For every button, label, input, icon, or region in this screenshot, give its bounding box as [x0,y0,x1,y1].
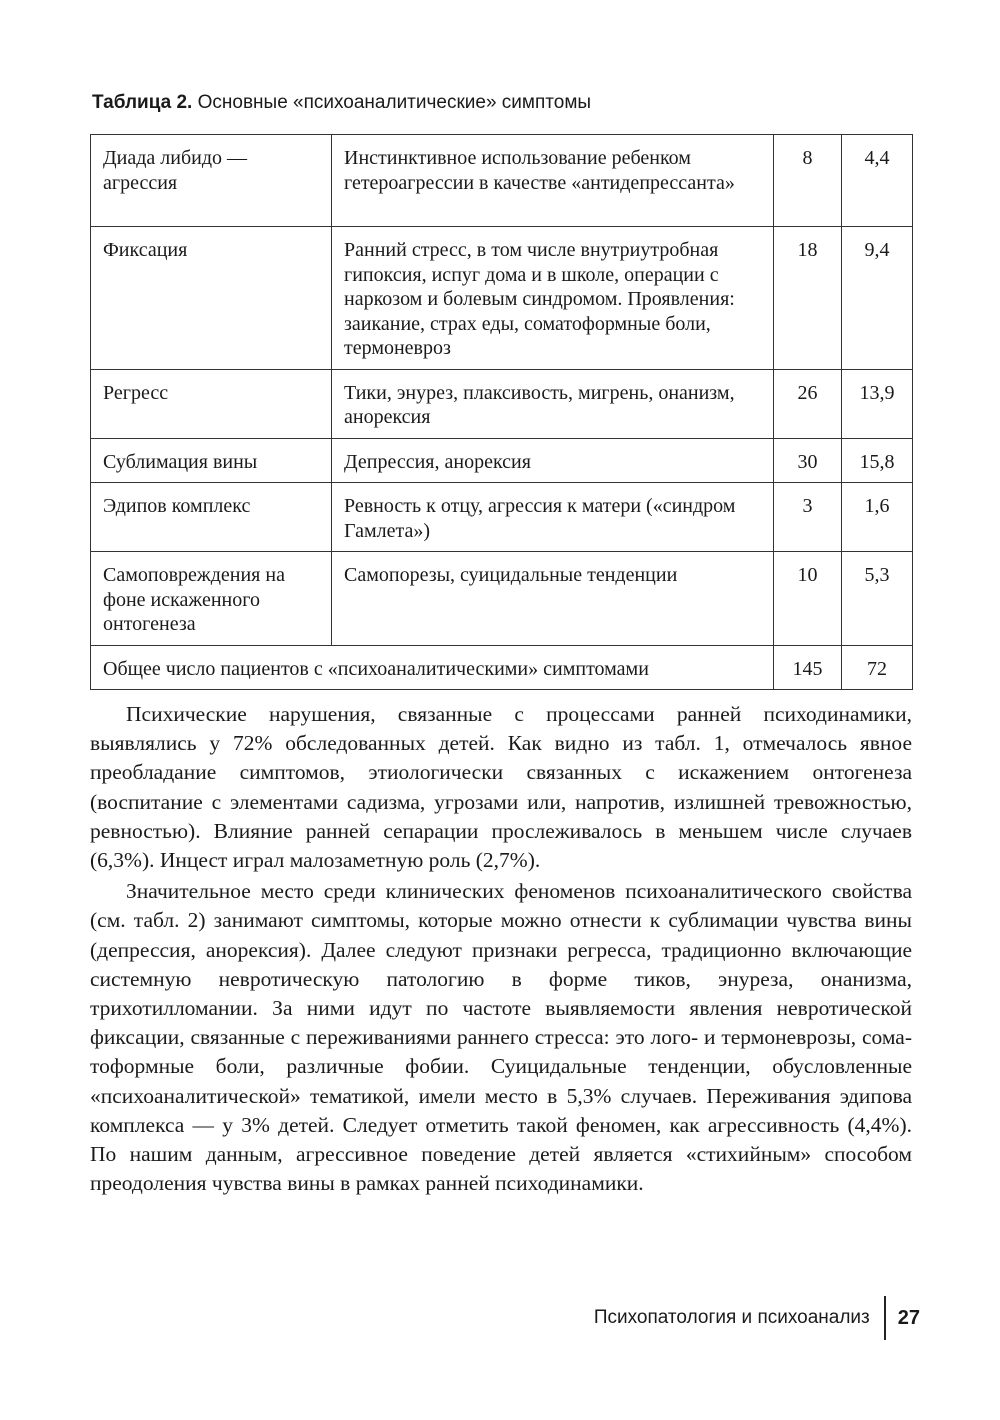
count-cell: 8 [774,135,842,227]
table-row [91,135,913,227]
category-cell: Сублимация вины [91,438,332,483]
symptoms-table [90,134,913,690]
category-cell: Фиксация [91,227,332,370]
total-label-cell: Общее число пациентов с «психоаналитическими» симптомами [91,645,774,690]
footer-divider [884,1296,886,1340]
count-cell: 18 [774,227,842,370]
description-cell: Самопорезы, суицидальные тенденции [332,552,774,646]
percent-cell: 15,8 [842,438,913,483]
count-cell: 26 [774,369,842,438]
table-row [91,369,913,438]
count-cell: 30 [774,438,842,483]
table-row [91,552,913,646]
category-cell: Эдипов комплекс [91,483,332,552]
page-number: 27 [897,1306,920,1329]
percent-cell: 4,4 [842,135,913,227]
table-caption-text: Основные «психоаналитические» симптомы [197,92,592,113]
percent-cell: 9,4 [842,227,913,370]
description-cell: Инстинктивное использование ребенком гетероагрессии в качестве «антидепрессанта» [332,135,774,227]
table-caption [92,90,912,116]
count-cell: 10 [774,552,842,646]
table-total-row [91,645,913,690]
paragraph: Значительное место среди клинических феноменов психоаналитического свойства (см. табл. 2) занимают симптомы, которые можно отнести к сублимации чувства вины (депрессия, анорексия). Далее следуют признаки регресса, традиционно включающие системную невротическую патологию в форме тиков, энуреза, онанизма, трихотилломании. За ними идут по частоте выявляемости явления невротической фиксации, связанные с переживаниями раннего стресса: это лого- и термоневрозы, соматоформные боли, различные фобии. Суицидальные тенденции, обусловленные «психоаналитической» тематикой, имели место в 5,3% случаев. Переживания эдипова комплекса — у 3% детей. Следует отметить такой феномен, как агрессивность (4,4%). По нашим данным, агрессивное поведение детей является «стихийным» способом преодоления чувства вины в рамках ранней психодинамики. [90,879,912,1196]
description-cell: Ревность к отцу, агрессия к матери («синдром Гамлета») [332,483,774,552]
percent-cell: 1,6 [842,483,913,552]
description-cell: Ранний стресс, в том числе внутриутробная гипоксия, испуг дома и в школе, операции с наркозом и болевым синдромом. Проявления: заикание, страх еды, соматоформные боли, термоневроз [332,227,774,370]
table-row [91,438,913,483]
table-row [91,227,913,370]
total-percent-cell: 72 [842,645,913,690]
table-row [91,483,913,552]
category-cell: Регресс [91,369,332,438]
count-cell: 3 [774,483,842,552]
description-cell: Тики, энурез, плаксивость, мигрень, онанизм, анорексия [332,369,774,438]
percent-cell: 5,3 [842,552,913,646]
percent-cell: 13,9 [842,369,913,438]
running-title: Психопатология и психоанализ [593,1307,870,1328]
body-text [90,700,912,1200]
category-cell: Диада либидо — агрессия [91,135,332,227]
paragraph: Психические нарушения, связанные с процессами ранней психодинамики, выявлялись у 72% обследованных детей. Как видно из табл. 1, отмечалось явное преобладание симптомов, этиологически связанных с искажением онтогенеза (воспитание с элементами садизма, угрозами или, напротив, излишней тревожностью, ревностью). Влияние ранней сепарации прослеживалось в меньшем числе случаев (6,3%). Инцест играл малозаметную роль (2,7%). [90,702,912,873]
total-count-cell: 145 [774,645,842,690]
page-footer [594,1296,920,1340]
description-cell: Депрессия, анорексия [332,438,774,483]
category-cell: Самоповреждения на фоне искаженного онтогенеза [91,552,332,646]
table-caption-lead: Таблица 2. [92,92,193,113]
